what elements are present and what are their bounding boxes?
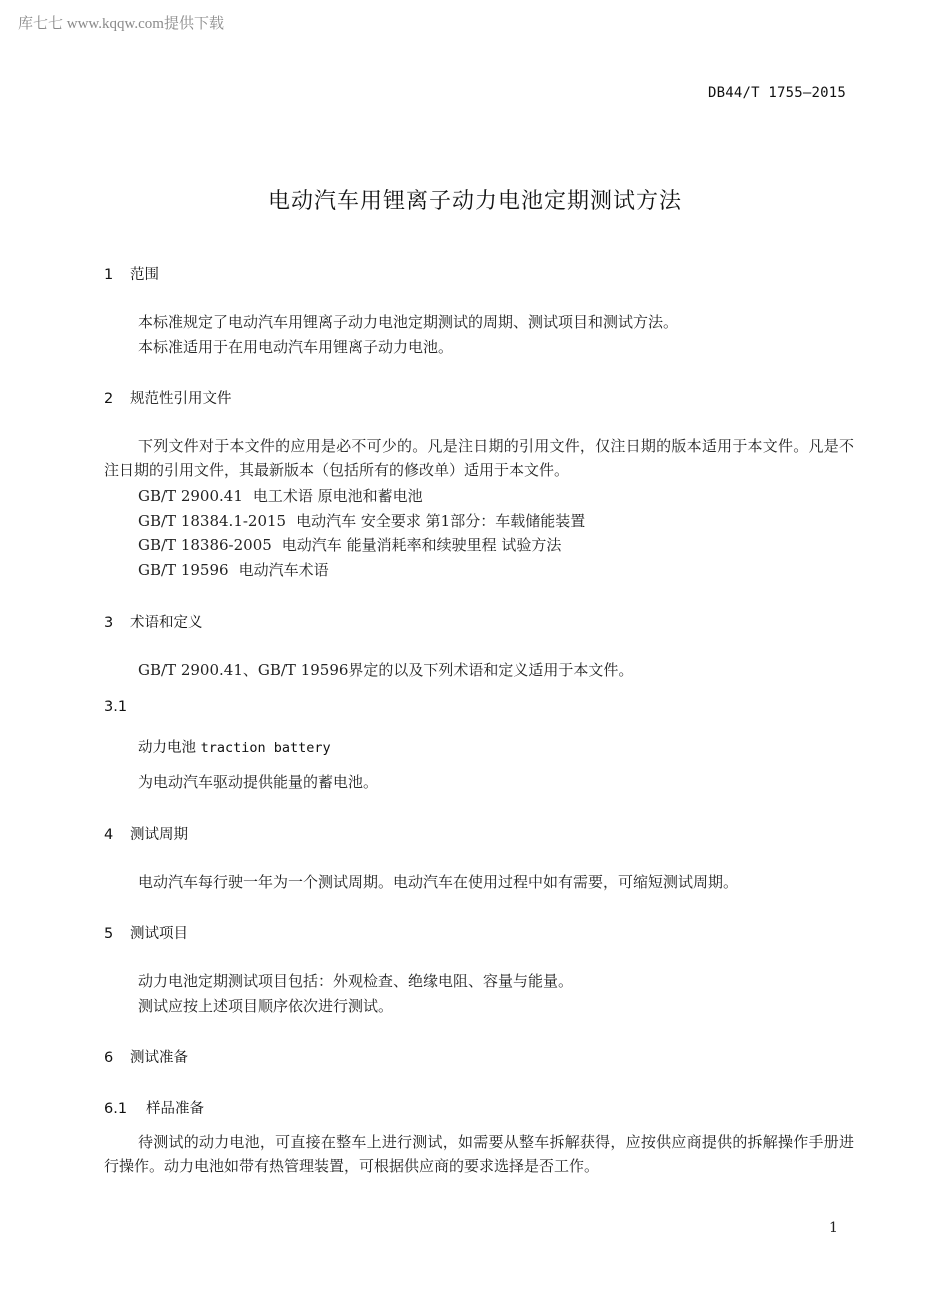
- section-number: 5: [104, 926, 114, 942]
- section-number: 6: [104, 1050, 114, 1066]
- section-title: 规范性引用文件: [130, 391, 232, 407]
- section-title: 术语和定义: [130, 615, 203, 631]
- reference-name: 电动汽车 能量消耗率和续驶里程 试验方法: [281, 536, 562, 554]
- watermark: 库七七 www.kqqw.com提供下载: [18, 16, 224, 32]
- reference-name: 电动汽车术语: [238, 561, 329, 579]
- reference-code: GB/T 18386-2005: [138, 536, 272, 554]
- section-number: 1: [104, 267, 114, 283]
- section-4-heading: [104, 823, 188, 844]
- section-number: 4: [104, 827, 114, 843]
- section-title: 测试准备: [130, 1050, 188, 1066]
- section-title: 测试周期: [130, 827, 188, 843]
- section-number: 2: [104, 391, 114, 407]
- term-english: traction battery: [200, 740, 331, 756]
- section-2-heading: [104, 387, 232, 408]
- paragraph: 待测试的动力电池，可直接在整车上进行测试，如需要从整车拆解获得，应按供应商提供的拆解操作手册进行操作。动力电池如带有热管理装置，可根据供应商的要求选择是否工作。: [104, 1133, 854, 1175]
- section-3-heading: [104, 611, 203, 632]
- paragraph: 下列文件对于本文件的应用是必不可少的。凡是注日期的引用文件，仅注日期的版本适用于本文件。凡是不注日期的引用文件，其最新版本（包括所有的修改单）适用于本文件。: [104, 437, 854, 479]
- paragraph: 动力电池定期测试项目包括：外观检查、绝缘电阻、容量与能量。: [138, 972, 574, 990]
- subsection-number: 6.1: [104, 1101, 128, 1117]
- section-title: 范围: [130, 267, 159, 283]
- section-title: 测试项目: [130, 926, 188, 942]
- reference-code: GB/T 19596: [138, 561, 229, 579]
- reference-item: [138, 509, 585, 533]
- reference-item: [138, 533, 561, 557]
- page-number: 1: [829, 1220, 838, 1236]
- term-definition: 为电动汽车驱动提供能量的蓄电池。: [138, 773, 379, 791]
- reference-name: 电动汽车 安全要求 第1部分：车载储能装置: [296, 512, 586, 530]
- paragraph: 本标准适用于在用电动汽车用锂离子动力电池。: [138, 338, 454, 356]
- reference-code: GB/T 18384.1-2015: [138, 512, 287, 530]
- subsection-6-1-heading: [104, 1097, 204, 1118]
- subsection-title: 样品准备: [146, 1101, 204, 1117]
- paragraph: 本标准规定了电动汽车用锂离子动力电池定期测试的周期、测试项目和测试方法。: [138, 313, 679, 331]
- paragraph: 电动汽车每行驶一年为一个测试周期。电动汽车在使用过程中如有需要，可缩短测试周期。: [138, 873, 739, 891]
- document-number: DB44/T 1755—2015: [707, 85, 846, 101]
- section-1-heading: [104, 263, 159, 284]
- term-entry: [138, 736, 331, 757]
- paragraph: GB/T 2900.41、GB/T 19596界定的以及下列术语和定义适用于本文件。: [138, 661, 634, 679]
- term-chinese: 动力电池: [138, 740, 196, 756]
- section-5-heading: [104, 922, 188, 943]
- section-number: 3: [104, 615, 114, 631]
- reference-item: [138, 558, 329, 582]
- reference-code: GB/T 2900.41: [138, 487, 243, 505]
- subsection-3-1-number: 3.1: [104, 699, 128, 715]
- reference-item: [138, 484, 423, 508]
- paragraph: 测试应按上述项目顺序依次进行测试。: [138, 997, 394, 1015]
- reference-name: 电工术语 原电池和蓄电池: [252, 487, 423, 505]
- document-title: 电动汽车用锂离子动力电池定期测试方法: [267, 189, 682, 214]
- section-6-heading: [104, 1046, 188, 1067]
